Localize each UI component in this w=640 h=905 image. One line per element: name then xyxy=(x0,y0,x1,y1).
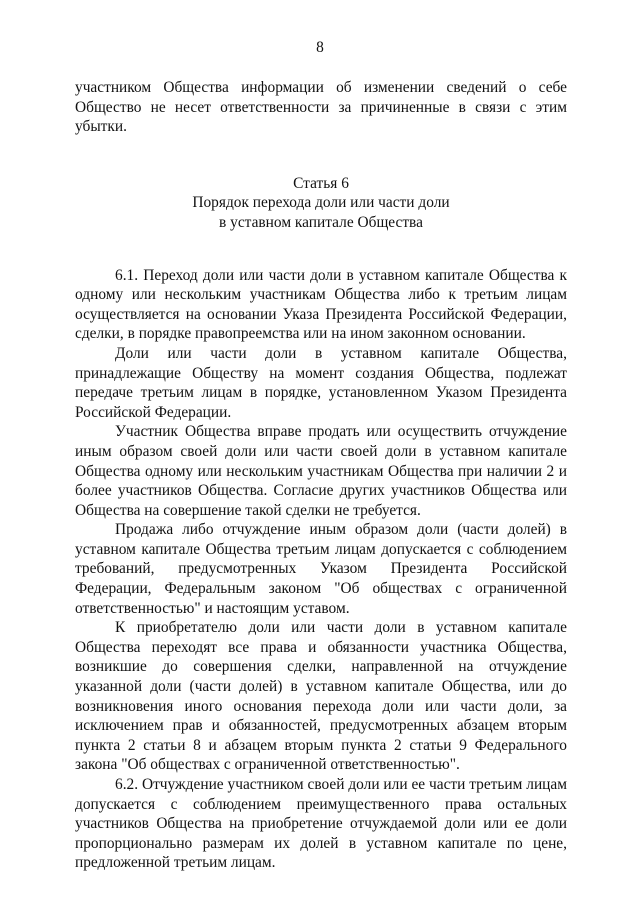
paragraph-rights-transfer: К приобретателю доли или части доли в уставном капитале Общества переходят все права и обязанности участника Общества, возникшие до совершения сделки, направленной на отчуждение указанной доли (части долей) в уставном капитале Общества, или до возникновения иного основания перехода доли или части доли, за исключением прав и обязанностей, предусмотренных абзацем вторым пункта 2 статьи 8 и абзацем вторым пункта 2 статьи 9 Федерального закона "Об обществах с ограниченной ответственностью". xyxy=(75,619,567,774)
page-number: 8 xyxy=(316,39,324,56)
article-number: Статья 6 xyxy=(293,174,349,192)
article-heading xyxy=(75,174,567,233)
paragraph-sale-to-participants: Участник Общества вправе продать или осуществить отчуждение иным образом своей доли или части своей доли в уставном капитале Общества одному или нескольким участникам Общества при наличии 2 и более участников Общества. Согласие других участников Общества или Общества на совершение такой сделки не требуется. xyxy=(75,423,567,519)
paragraph-shares-owned-by-company: Доли или части доли в уставном капитале Общества, принадлежащие Обществу на момент создания Общества, подлежат передаче третьим лицам в порядке, установленном Указом Президента Российской Федерации. xyxy=(75,344,567,421)
paragraph-sale-to-third-parties: Продажа либо отчуждение иным образом доли (части долей) в уставном капитале Общества третьим лицам допускается с соблюдением требований, предусмотренных Указом Президента Российской Федерации, Федеральным законом "Об обществах с ограниченной ответственностью" и настоящим уставом. xyxy=(75,521,567,617)
article-title-line-2: в уставном капитале Общества xyxy=(219,213,423,231)
intro-paragraph: участником Общества информации об изменении сведений о себе Общество не несет ответственности за причиненные в связи с этим убытки. xyxy=(75,79,567,136)
article-title-line-1: Порядок перехода доли или части доли xyxy=(192,194,450,212)
document-body xyxy=(75,78,567,873)
paragraph-6-2: 6.2. Отчуждение участником своей доли или ее части третьим лицам допускается с соблюдением преимущественного права остальных участников Общества на приобретение отчуждаемой доли или ее доли пропорционально размерам их долей в уставном капитале по цене, предложенной третьим лицам. xyxy=(75,776,567,872)
paragraph-6-1: 6.1. Переход доли или части доли в уставном капитале Общества к одному или нескольким участникам Общества либо к третьим лицам осуществляется на основании Указа Президента Российской Федерации, сделки, в порядке правопреемства или на ином законном основании. xyxy=(75,266,567,343)
